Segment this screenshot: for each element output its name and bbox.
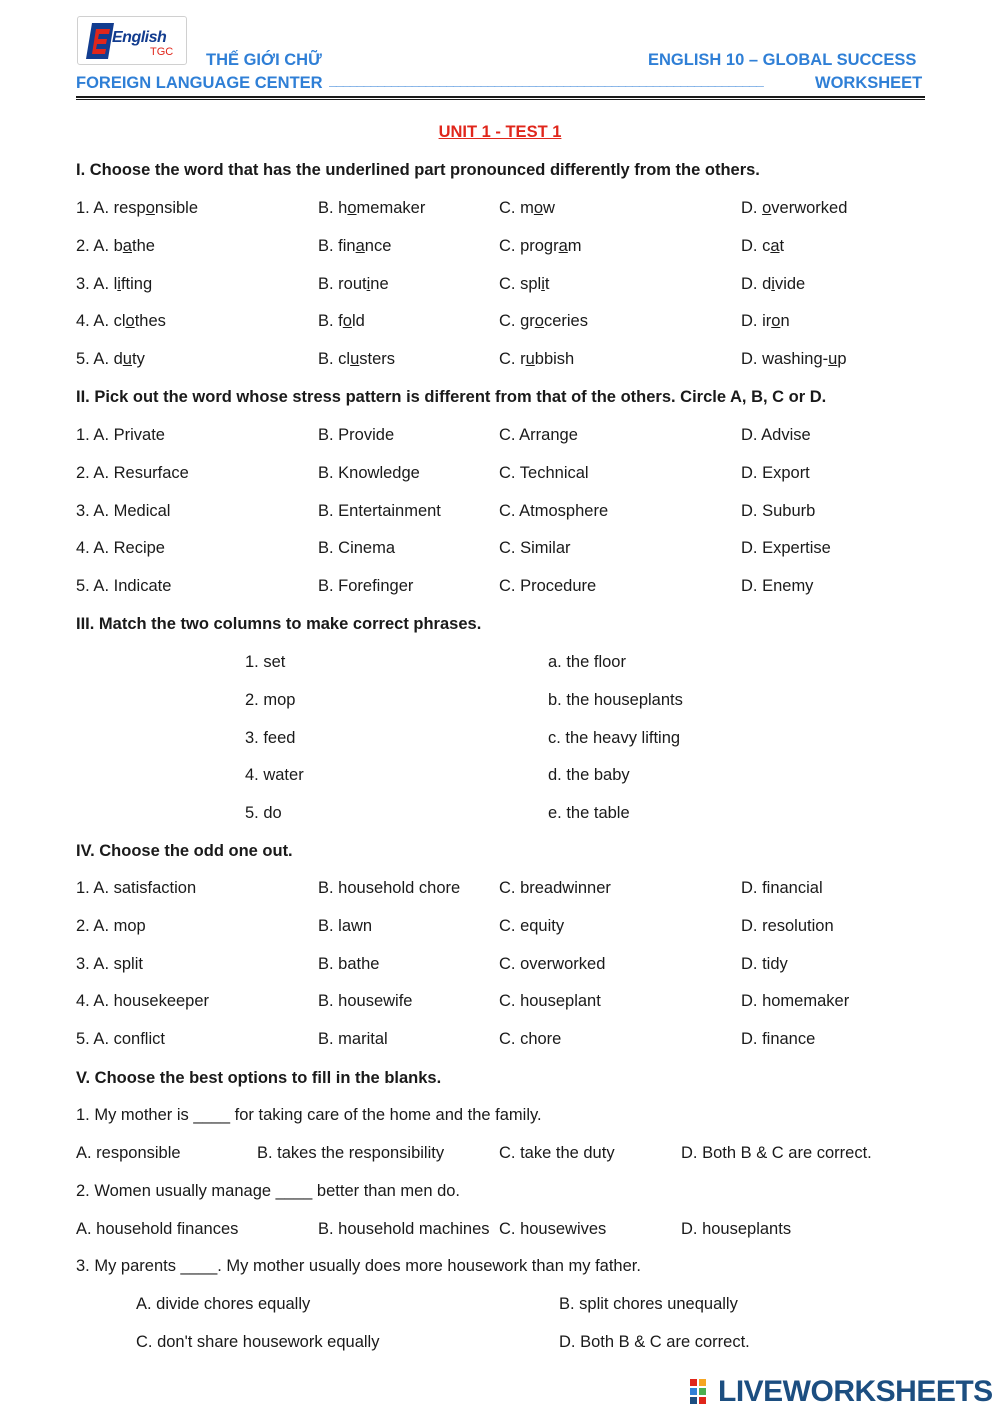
option-a: 2. A. mop bbox=[76, 916, 146, 935]
option-a bbox=[76, 198, 198, 218]
option-d bbox=[741, 236, 784, 256]
section-5-heading: V. Choose the best options to fill in the blanks. bbox=[76, 1069, 442, 1087]
underlined-letter: i bbox=[117, 274, 121, 293]
option-b: B. household chore bbox=[318, 879, 461, 897]
option-d bbox=[741, 274, 805, 294]
match-right-item: c. the heavy lifting bbox=[548, 728, 681, 747]
option-text: ceries bbox=[543, 312, 588, 331]
option-text: B. f bbox=[318, 312, 343, 331]
option-d: D. houseplants bbox=[681, 1220, 792, 1238]
underlined-letter: o bbox=[145, 199, 155, 217]
header-rule: _______________________________________________________________ bbox=[329, 72, 763, 88]
option-a: 2. A. Resurface bbox=[76, 463, 189, 482]
underlined-letter: o bbox=[771, 312, 781, 331]
option-b: B. split chores unequally bbox=[559, 1295, 738, 1313]
option-text: nce bbox=[364, 236, 392, 255]
option-a: 1. A. Private bbox=[76, 426, 165, 444]
watermark-text: LIVEWORKSHEETS bbox=[718, 1375, 993, 1408]
option-b: B. lawn bbox=[318, 916, 373, 935]
option-text: 1. A. resp bbox=[76, 199, 146, 217]
underlined-letter: i bbox=[541, 274, 545, 293]
section-1-heading: I. Choose the word that has the underlined part pronounced differently from the others. bbox=[76, 161, 760, 179]
center-name: THẾ GIỚI CHỮ bbox=[206, 51, 322, 69]
page-title: UNIT 1 - TEST 1 bbox=[438, 123, 562, 141]
option-text: D. c bbox=[741, 236, 771, 255]
option-b: B. marital bbox=[318, 1030, 388, 1049]
option-b bbox=[318, 274, 389, 294]
underlined-letter: a bbox=[355, 236, 365, 255]
option-a: 3. A. Medical bbox=[76, 501, 171, 520]
option-a: A. household finances bbox=[76, 1220, 239, 1238]
underlined-letter: i bbox=[771, 274, 775, 293]
option-b: B. Knowledge bbox=[318, 463, 420, 482]
option-a: 5. A. Indicate bbox=[76, 577, 172, 596]
option-text: B. rout bbox=[318, 274, 367, 293]
option-a: 3. A. split bbox=[76, 954, 143, 973]
option-b: B. Provide bbox=[318, 426, 395, 444]
option-a: A. divide chores equally bbox=[136, 1295, 311, 1313]
option-b: B. Cinema bbox=[318, 539, 396, 558]
option-text: 5. A. d bbox=[76, 350, 123, 369]
underlined-letter: a bbox=[558, 236, 568, 255]
option-text: 3. A. l bbox=[76, 274, 118, 293]
course-name: ENGLISH 10 – GLOBAL SUCCESS bbox=[648, 51, 917, 69]
section-3-heading: III. Match the two columns to make correct phrases. bbox=[76, 615, 482, 633]
underlined-letter: u bbox=[828, 350, 838, 369]
option-text: B. fin bbox=[318, 236, 356, 255]
option-d: D. finance bbox=[741, 1030, 816, 1049]
underlined-letter: u bbox=[350, 350, 360, 369]
option-text: D. d bbox=[741, 274, 772, 293]
option-a bbox=[76, 236, 155, 256]
option-c: C. housewives bbox=[499, 1220, 607, 1238]
option-c: C. overworked bbox=[499, 954, 606, 973]
option-c bbox=[499, 274, 549, 294]
option-b: B. household machines bbox=[318, 1220, 490, 1238]
option-text: n bbox=[780, 312, 790, 331]
underlined-letter: u bbox=[525, 350, 535, 369]
option-b bbox=[318, 198, 425, 218]
underlined-letter: o bbox=[125, 312, 135, 331]
option-c: C. equity bbox=[499, 916, 565, 935]
option-d: D. Both B & C are correct. bbox=[559, 1333, 750, 1351]
option-d: D. financial bbox=[741, 879, 823, 897]
logo-sub: TGC bbox=[150, 46, 174, 58]
underlined-letter: o bbox=[533, 199, 544, 217]
match-right-item: a. the floor bbox=[548, 653, 626, 671]
question-text: 3. My parents ____. My mother usually does more housework than my father. bbox=[76, 1257, 641, 1275]
option-text: ld bbox=[351, 312, 365, 331]
option-text: ne bbox=[370, 274, 389, 293]
match-right-item: e. the table bbox=[548, 804, 630, 823]
option-a bbox=[76, 311, 166, 331]
option-text: the bbox=[131, 236, 155, 255]
option-text: C. r bbox=[499, 350, 526, 369]
option-text: sters bbox=[359, 350, 396, 369]
question-text: 1. My mother is ____ for taking care of the home and the family. bbox=[76, 1106, 542, 1124]
option-a: 4. A. housekeeper bbox=[76, 992, 210, 1011]
option-a: 5. A. conflict bbox=[76, 1030, 165, 1049]
option-text: verworked bbox=[771, 199, 848, 217]
option-a: 4. A. Recipe bbox=[76, 539, 165, 558]
option-d: D. Both B & C are correct. bbox=[681, 1144, 872, 1162]
underlined-letter: o bbox=[534, 312, 544, 331]
question-text: 2. Women usually manage ____ better than men do. bbox=[76, 1182, 461, 1200]
option-d: D. Expertise bbox=[741, 539, 831, 558]
option-c bbox=[499, 349, 574, 369]
option-c: C. Technical bbox=[499, 463, 589, 482]
option-text: t bbox=[779, 236, 785, 255]
underlined-letter: o bbox=[762, 199, 772, 217]
option-c: C. Arrange bbox=[499, 426, 578, 444]
match-left-item: 3. feed bbox=[245, 728, 296, 747]
section-2-heading: II. Pick out the word whose stress pattern is different from that of the others. Circle A, B, C or D. bbox=[76, 388, 827, 406]
option-text: B. h bbox=[318, 199, 348, 217]
option-c bbox=[499, 311, 588, 331]
center-logo bbox=[77, 16, 187, 65]
match-right-item: d. the baby bbox=[548, 766, 630, 785]
option-b: B. housewife bbox=[318, 992, 413, 1011]
underlined-letter: i bbox=[366, 274, 371, 293]
option-text: C. spl bbox=[499, 274, 542, 293]
option-text: C. progr bbox=[499, 236, 559, 255]
option-b bbox=[318, 236, 391, 256]
option-c bbox=[499, 198, 555, 218]
option-c: C. take the duty bbox=[499, 1144, 615, 1162]
option-d: D. Suburb bbox=[741, 501, 816, 520]
header-divider bbox=[76, 96, 925, 98]
center-type: FOREIGN LANGUAGE CENTER bbox=[76, 74, 323, 92]
match-right-item: b. the houseplants bbox=[548, 690, 683, 709]
option-c: C. breadwinner bbox=[499, 879, 611, 897]
option-text: ty bbox=[131, 350, 145, 369]
match-left-item: 2. mop bbox=[245, 690, 296, 709]
option-text: p bbox=[837, 350, 847, 369]
option-c bbox=[499, 236, 582, 256]
doc-type: WORKSHEET bbox=[815, 74, 923, 92]
option-text: 2. A. b bbox=[76, 236, 123, 255]
option-b: B. bathe bbox=[318, 954, 380, 973]
option-text: C. m bbox=[499, 199, 534, 217]
section-4-heading: IV. Choose the odd one out. bbox=[76, 842, 293, 860]
option-text: w bbox=[543, 199, 555, 217]
underlined-letter: o bbox=[342, 312, 352, 331]
option-text: nsible bbox=[154, 199, 199, 217]
option-a: A. responsible bbox=[76, 1144, 181, 1162]
underlined-letter: o bbox=[347, 199, 357, 217]
option-d: D. Export bbox=[741, 463, 810, 482]
option-d: D. homemaker bbox=[741, 992, 850, 1011]
option-b: B. Forefinger bbox=[318, 577, 414, 596]
match-left-item: 4. water bbox=[245, 766, 304, 785]
option-text: C. gr bbox=[499, 312, 535, 331]
option-d: D. tidy bbox=[741, 954, 788, 973]
match-left-item: 1. set bbox=[245, 653, 286, 671]
option-d bbox=[741, 311, 790, 331]
option-a bbox=[76, 274, 152, 294]
logo-word: English bbox=[112, 29, 167, 46]
option-b: B. Entertainment bbox=[318, 501, 441, 520]
option-text: 4. A. cl bbox=[76, 312, 126, 331]
option-a: 1. A. satisfaction bbox=[76, 879, 197, 897]
underlined-letter: u bbox=[122, 350, 132, 369]
option-c: C. Similar bbox=[499, 539, 571, 558]
option-b bbox=[318, 311, 365, 331]
option-text: D. bbox=[741, 199, 763, 217]
option-text: memaker bbox=[356, 199, 426, 217]
option-text: bbish bbox=[534, 350, 575, 369]
match-left-item: 5. do bbox=[245, 804, 282, 823]
option-b: B. takes the responsibility bbox=[257, 1144, 445, 1162]
option-d bbox=[741, 198, 847, 218]
header-divider-thin bbox=[76, 99, 925, 100]
option-c: C. Procedure bbox=[499, 577, 597, 596]
option-text: B. cl bbox=[318, 350, 351, 369]
option-text: t bbox=[544, 274, 550, 293]
liveworksheets-logo-icon bbox=[690, 1379, 716, 1405]
underlined-letter: a bbox=[770, 236, 780, 255]
option-d: D. resolution bbox=[741, 916, 834, 935]
option-a bbox=[76, 349, 145, 369]
option-d: D. Advise bbox=[741, 426, 811, 444]
option-text: D. washing- bbox=[741, 350, 829, 369]
option-c: C. Atmosphere bbox=[499, 501, 609, 520]
logo-e-icon bbox=[84, 21, 114, 61]
option-d bbox=[741, 349, 847, 369]
underlined-letter: a bbox=[122, 236, 132, 255]
option-c: C. don't share housework equally bbox=[136, 1333, 380, 1351]
option-text: thes bbox=[134, 312, 166, 331]
option-text: fting bbox=[120, 274, 153, 293]
option-b bbox=[318, 349, 395, 369]
option-d: D. Enemy bbox=[741, 577, 814, 596]
option-text: D. ir bbox=[741, 312, 772, 331]
option-c: C. houseplant bbox=[499, 992, 601, 1011]
option-text: vide bbox=[774, 274, 806, 293]
option-c: C. chore bbox=[499, 1030, 562, 1049]
option-text: m bbox=[567, 236, 582, 255]
